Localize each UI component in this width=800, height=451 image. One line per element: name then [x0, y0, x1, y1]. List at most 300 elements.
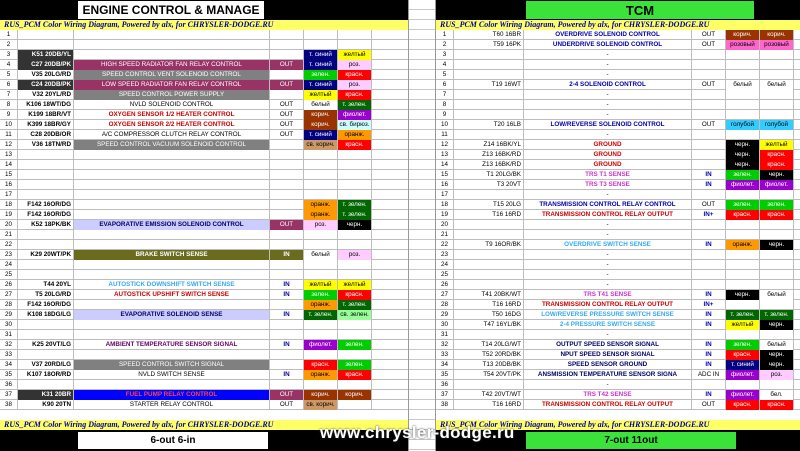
wire-color-1-cell[interactable]: оранж. — [304, 210, 338, 220]
wire-color-2-cell[interactable]: черн. — [760, 320, 794, 330]
wire-code-cell[interactable] — [454, 230, 524, 240]
wire-color-1-cell[interactable] — [304, 350, 338, 360]
wire-color-1-cell[interactable] — [304, 380, 338, 390]
function-cell[interactable]: AUTOSTICK UPSHIFT SWITCH SENSE — [74, 290, 270, 300]
wire-color-2-cell[interactable] — [338, 400, 372, 410]
pin-number-cell[interactable]: 7 — [436, 90, 454, 100]
direction-cell[interactable] — [270, 270, 304, 280]
direction-cell[interactable]: IN — [270, 290, 304, 300]
function-cell[interactable]: - — [524, 260, 692, 270]
wire-code-cell[interactable]: T41 20BK/WT — [454, 290, 524, 300]
wire-color-2-cell[interactable] — [338, 230, 372, 240]
wire-color-1-cell[interactable]: корич. — [304, 110, 338, 120]
wire-color-1-cell[interactable]: черн. — [726, 290, 760, 300]
function-cell[interactable] — [74, 350, 270, 360]
function-cell[interactable]: ANSMISSION TEMPERATURE SENSOR SIGNA — [524, 370, 692, 380]
function-cell[interactable]: GROUND — [524, 140, 692, 150]
function-cell[interactable]: - — [524, 50, 692, 60]
pin-number-cell[interactable]: 6 — [0, 80, 18, 90]
wire-code-cell[interactable] — [18, 40, 74, 50]
direction-cell[interactable]: IN — [692, 180, 726, 190]
wire-code-cell[interactable]: T16 16RD — [454, 300, 524, 310]
wire-color-2-cell[interactable]: бел. — [760, 390, 794, 400]
wire-color-1-cell[interactable] — [304, 160, 338, 170]
wire-color-1-cell[interactable]: розовый — [726, 40, 760, 50]
wire-code-cell[interactable]: T9 16OR/BK — [454, 240, 524, 250]
function-cell[interactable] — [74, 320, 270, 330]
direction-cell[interactable] — [692, 190, 726, 200]
pin-number-cell[interactable]: 28 — [436, 300, 454, 310]
wire-color-1-cell[interactable]: красн. — [726, 210, 760, 220]
wire-color-2-cell[interactable]: белый — [760, 340, 794, 350]
wire-color-2-cell[interactable]: черн. — [338, 220, 372, 230]
function-cell[interactable] — [74, 190, 270, 200]
wire-code-cell[interactable] — [18, 230, 74, 240]
pin-number-cell[interactable]: 1 — [436, 30, 454, 40]
pin-number-cell[interactable]: 17 — [0, 190, 18, 200]
function-cell[interactable]: STARTER RELAY CONTROL — [74, 400, 270, 410]
wire-color-2-cell[interactable] — [338, 40, 372, 50]
wire-color-1-cell[interactable] — [726, 60, 760, 70]
pin-number-cell[interactable]: 19 — [0, 210, 18, 220]
direction-cell[interactable]: OUT — [692, 120, 726, 130]
pin-number-cell[interactable]: 29 — [436, 310, 454, 320]
wire-color-2-cell[interactable]: т. зелен. — [338, 200, 372, 210]
function-cell[interactable]: - — [524, 100, 692, 110]
wire-code-cell[interactable]: T19 16WT — [454, 80, 524, 90]
pin-number-cell[interactable]: 35 — [436, 370, 454, 380]
direction-cell[interactable] — [692, 150, 726, 160]
wire-color-2-cell[interactable]: белый — [760, 80, 794, 90]
function-cell[interactable] — [74, 30, 270, 40]
direction-cell[interactable] — [692, 250, 726, 260]
wire-color-1-cell[interactable]: желтый — [304, 90, 338, 100]
wire-color-2-cell[interactable]: красн. — [338, 70, 372, 80]
pin-number-cell[interactable]: 32 — [436, 340, 454, 350]
wire-code-cell[interactable] — [18, 380, 74, 390]
wire-color-2-cell[interactable] — [338, 170, 372, 180]
wire-color-1-cell[interactable] — [726, 100, 760, 110]
direction-cell[interactable]: IN — [692, 290, 726, 300]
function-cell[interactable]: TRS T1 SENSE — [524, 170, 692, 180]
direction-cell[interactable] — [270, 50, 304, 60]
function-cell[interactable]: - — [524, 250, 692, 260]
wire-color-2-cell[interactable] — [760, 50, 794, 60]
wire-code-cell[interactable]: F142 16OR/DG — [18, 300, 74, 310]
wire-color-1-cell[interactable] — [304, 270, 338, 280]
direction-cell[interactable] — [270, 230, 304, 240]
wire-code-cell[interactable]: K52 18PK/BK — [18, 220, 74, 230]
direction-cell[interactable]: IN — [270, 250, 304, 260]
wire-code-cell[interactable] — [454, 50, 524, 60]
wire-code-cell[interactable]: Z13 16BK/RD — [454, 160, 524, 170]
wire-code-cell[interactable]: T60 16BR — [454, 30, 524, 40]
wire-code-cell[interactable]: T1 20LG/BK — [454, 170, 524, 180]
wire-color-1-cell[interactable] — [304, 330, 338, 340]
function-cell[interactable] — [74, 270, 270, 280]
direction-cell[interactable] — [270, 320, 304, 330]
wire-color-1-cell[interactable]: черн. — [726, 160, 760, 170]
wire-color-2-cell[interactable] — [338, 260, 372, 270]
wire-color-2-cell[interactable] — [338, 30, 372, 40]
pin-number-cell[interactable]: 6 — [436, 80, 454, 90]
wire-code-cell[interactable] — [18, 320, 74, 330]
direction-cell[interactable] — [692, 270, 726, 280]
pin-number-cell[interactable]: 37 — [0, 390, 18, 400]
wire-color-1-cell[interactable]: желтый — [726, 320, 760, 330]
wire-code-cell[interactable] — [18, 260, 74, 270]
wire-code-cell[interactable]: T52 20RD/BK — [454, 350, 524, 360]
wire-color-2-cell[interactable] — [338, 240, 372, 250]
direction-cell[interactable] — [270, 330, 304, 340]
wire-color-1-cell[interactable]: корич. — [304, 390, 338, 400]
function-cell[interactable]: EVAPORATIVE SOLENOID SENSE — [74, 310, 270, 320]
wire-code-cell[interactable]: T16 16RD — [454, 210, 524, 220]
wire-color-1-cell[interactable] — [304, 150, 338, 160]
direction-cell[interactable]: IN — [692, 340, 726, 350]
direction-cell[interactable] — [270, 30, 304, 40]
function-cell[interactable]: AMBIENT TEMPERATURE SENSOR SIGNAL — [74, 340, 270, 350]
wire-color-1-cell[interactable]: фиолет. — [726, 390, 760, 400]
wire-color-2-cell[interactable]: роз. — [760, 370, 794, 380]
pin-number-cell[interactable]: 4 — [436, 60, 454, 70]
wire-color-1-cell[interactable]: корич. — [304, 120, 338, 130]
pin-number-cell[interactable]: 12 — [436, 140, 454, 150]
wire-color-1-cell[interactable]: зелен. — [726, 340, 760, 350]
pin-number-cell[interactable]: 14 — [0, 160, 18, 170]
wire-code-cell[interactable]: C24 20DB/PK — [18, 80, 74, 90]
direction-cell[interactable] — [692, 70, 726, 80]
direction-cell[interactable]: OUT — [270, 390, 304, 400]
pin-number-cell[interactable]: 13 — [0, 150, 18, 160]
function-cell[interactable]: LOW/REVERSE SOLENOID CONTROL — [524, 120, 692, 130]
wire-color-1-cell[interactable]: красн. — [726, 400, 760, 410]
pin-number-cell[interactable]: 5 — [436, 70, 454, 80]
direction-cell[interactable] — [270, 260, 304, 270]
function-cell[interactable]: NPUT SPEED SENSOR SIGNAL — [524, 350, 692, 360]
wire-color-1-cell[interactable]: оранж. — [304, 300, 338, 310]
wire-color-2-cell[interactable] — [760, 90, 794, 100]
wire-color-2-cell[interactable] — [760, 260, 794, 270]
wire-code-cell[interactable] — [18, 270, 74, 280]
wire-code-cell[interactable]: K51 20DB/YL — [18, 50, 74, 60]
pin-number-cell[interactable]: 23 — [0, 250, 18, 260]
function-cell[interactable]: NVLD SOLENOID CONTROL — [74, 100, 270, 110]
direction-cell[interactable] — [692, 100, 726, 110]
direction-cell[interactable] — [270, 150, 304, 160]
wire-code-cell[interactable]: K31 20BR — [18, 390, 74, 400]
pin-number-cell[interactable]: 4 — [0, 60, 18, 70]
wire-color-1-cell[interactable] — [726, 280, 760, 290]
wire-color-2-cell[interactable] — [760, 230, 794, 240]
pin-number-cell[interactable]: 21 — [436, 230, 454, 240]
pin-number-cell[interactable]: 11 — [436, 130, 454, 140]
pin-number-cell[interactable]: 14 — [436, 160, 454, 170]
direction-cell[interactable] — [692, 280, 726, 290]
function-cell[interactable]: OVERDRIVE SOLENOID CONTROL — [524, 30, 692, 40]
direction-cell[interactable]: IN — [692, 320, 726, 330]
pin-number-cell[interactable]: 22 — [0, 240, 18, 250]
direction-cell[interactable] — [270, 190, 304, 200]
wire-color-2-cell[interactable] — [338, 150, 372, 160]
wire-color-2-cell[interactable]: зелен. — [338, 340, 372, 350]
wire-code-cell[interactable]: T16 16RD — [454, 400, 524, 410]
wire-color-2-cell[interactable]: белый — [760, 290, 794, 300]
wire-code-cell[interactable]: K108 18DG/LG — [18, 310, 74, 320]
wire-color-2-cell[interactable] — [760, 60, 794, 70]
wire-color-1-cell[interactable] — [304, 170, 338, 180]
function-cell[interactable]: LOW/REVERSE PRESSURE SWITCH SENSE — [524, 310, 692, 320]
wire-color-1-cell[interactable] — [726, 380, 760, 390]
wire-color-1-cell[interactable]: черн. — [726, 140, 760, 150]
pin-number-cell[interactable]: 10 — [436, 120, 454, 130]
direction-cell[interactable] — [270, 170, 304, 180]
wire-code-cell[interactable] — [18, 240, 74, 250]
pin-number-cell[interactable]: 16 — [0, 180, 18, 190]
wire-color-1-cell[interactable] — [726, 330, 760, 340]
wire-code-cell[interactable]: T47 16YL/BK — [454, 320, 524, 330]
wire-code-cell[interactable]: T59 16PK — [454, 40, 524, 50]
wire-color-2-cell[interactable]: желтый — [338, 280, 372, 290]
wire-color-2-cell[interactable]: черн. — [760, 360, 794, 370]
wire-color-1-cell[interactable]: зелен. — [726, 170, 760, 180]
direction-cell[interactable] — [692, 160, 726, 170]
wire-color-1-cell[interactable]: голубой — [726, 120, 760, 130]
tcm-footer-banner[interactable]: RUS_PCM Color Wiring Diagram, Powered by alx, for CHRYSLER-DODGE.RU — [436, 420, 800, 430]
pin-number-cell[interactable]: 27 — [0, 290, 18, 300]
wire-color-2-cell[interactable] — [760, 380, 794, 390]
pin-number-cell[interactable]: 21 — [0, 230, 18, 240]
function-cell[interactable]: - — [524, 280, 692, 290]
wire-code-cell[interactable] — [454, 270, 524, 280]
pin-number-cell[interactable]: 32 — [0, 340, 18, 350]
wire-color-1-cell[interactable]: т. синий — [304, 60, 338, 70]
wire-color-2-cell[interactable]: красн. — [760, 400, 794, 410]
wire-color-2-cell[interactable] — [338, 190, 372, 200]
pin-number-cell[interactable]: 25 — [436, 270, 454, 280]
direction-cell[interactable]: OUT — [270, 130, 304, 140]
direction-cell[interactable] — [270, 360, 304, 370]
wire-color-2-cell[interactable] — [760, 250, 794, 260]
wire-color-1-cell[interactable] — [304, 320, 338, 330]
function-cell[interactable]: SPEED CONTROL POWER SUPPLY — [74, 90, 270, 100]
wire-color-2-cell[interactable]: св. бирюз. — [338, 120, 372, 130]
wire-color-1-cell[interactable]: белый — [726, 80, 760, 90]
wire-code-cell[interactable]: K106 18WT/DG — [18, 100, 74, 110]
wire-color-1-cell[interactable]: фиолет. — [304, 340, 338, 350]
pin-number-cell[interactable]: 9 — [436, 110, 454, 120]
direction-cell[interactable] — [270, 180, 304, 190]
direction-cell[interactable]: OUT — [692, 200, 726, 210]
wire-color-2-cell[interactable] — [338, 380, 372, 390]
wire-color-1-cell[interactable]: т. синий — [304, 80, 338, 90]
direction-cell[interactable] — [692, 230, 726, 240]
wire-color-2-cell[interactable]: корич. — [760, 30, 794, 40]
wire-color-1-cell[interactable]: фиолет. — [726, 370, 760, 380]
wire-color-2-cell[interactable]: т. зелен. — [760, 310, 794, 320]
function-cell[interactable] — [74, 380, 270, 390]
wire-color-2-cell[interactable]: черн. — [760, 240, 794, 250]
direction-cell[interactable]: IN+ — [692, 300, 726, 310]
wire-code-cell[interactable] — [454, 110, 524, 120]
pin-number-cell[interactable]: 5 — [0, 70, 18, 80]
pin-number-cell[interactable]: 34 — [436, 360, 454, 370]
wire-color-1-cell[interactable]: зелен. — [726, 200, 760, 210]
pin-number-cell[interactable]: 29 — [0, 310, 18, 320]
function-cell[interactable] — [74, 240, 270, 250]
function-cell[interactable]: - — [524, 70, 692, 80]
function-cell[interactable]: A/C COMPRESSOR CLUTCH RELAY CONTROL — [74, 130, 270, 140]
wire-color-2-cell[interactable] — [338, 350, 372, 360]
function-cell[interactable]: AUTOSTICK DOWNSHIFT SWITCH SENSE — [74, 280, 270, 290]
function-cell[interactable]: BRAKE SWITCH SENSE — [74, 250, 270, 260]
wire-code-cell[interactable] — [454, 220, 524, 230]
wire-color-1-cell[interactable]: т. зелен. — [304, 310, 338, 320]
pin-number-cell[interactable]: 25 — [0, 270, 18, 280]
wire-code-cell[interactable] — [454, 90, 524, 100]
wire-code-cell[interactable]: T5 20LG/RD — [18, 290, 74, 300]
function-cell[interactable]: TRANSMISSION CONTROL RELAY OUTPUT — [524, 400, 692, 410]
pcm-title[interactable]: ENGINE CONTROL & MANAGE — [78, 1, 264, 19]
wire-color-1-cell[interactable] — [726, 250, 760, 260]
function-cell[interactable]: OXYGEN SENSOR 1/2 HEATER CONTROL — [74, 110, 270, 120]
wire-color-1-cell[interactable]: белый — [304, 250, 338, 260]
pin-number-cell[interactable]: 8 — [436, 100, 454, 110]
wire-color-2-cell[interactable] — [760, 300, 794, 310]
direction-cell[interactable] — [270, 70, 304, 80]
pcm-summary[interactable]: 6-out 6-in — [78, 432, 268, 449]
function-cell[interactable] — [74, 230, 270, 240]
direction-cell[interactable]: IN+ — [692, 210, 726, 220]
direction-cell[interactable] — [692, 110, 726, 120]
function-cell[interactable]: EVAPORATIVE EMISSION SOLENOID CONTROL — [74, 220, 270, 230]
wire-color-1-cell[interactable]: зелен. — [304, 70, 338, 80]
direction-cell[interactable] — [692, 140, 726, 150]
wire-color-1-cell[interactable] — [726, 230, 760, 240]
wire-code-cell[interactable] — [454, 70, 524, 80]
pin-number-cell[interactable]: 1 — [0, 30, 18, 40]
tcm-banner[interactable]: RUS_PCM Color Wiring Diagram, Powered by alx, for CHRYSLER-DODGE.RU — [436, 20, 800, 30]
function-cell[interactable] — [74, 170, 270, 180]
pin-number-cell[interactable]: 28 — [0, 300, 18, 310]
wire-color-2-cell[interactable]: роз. — [338, 60, 372, 70]
pin-number-cell[interactable]: 34 — [0, 360, 18, 370]
pin-number-cell[interactable]: 38 — [0, 400, 18, 410]
wire-code-cell[interactable]: T42 20VT/WT — [454, 390, 524, 400]
wire-color-2-cell[interactable] — [760, 110, 794, 120]
direction-cell[interactable]: IN — [270, 370, 304, 380]
pin-number-cell[interactable]: 24 — [436, 260, 454, 270]
wire-color-2-cell[interactable] — [760, 190, 794, 200]
pin-number-cell[interactable]: 37 — [436, 390, 454, 400]
wire-color-1-cell[interactable]: желтый — [304, 280, 338, 290]
function-cell[interactable]: LOW SPEED RADIATOR FAN RELAY CONTROL — [74, 80, 270, 90]
wire-code-cell[interactable]: C27 20DB/PK — [18, 60, 74, 70]
wire-code-cell[interactable]: T44 20YL — [18, 280, 74, 290]
wire-color-2-cell[interactable]: желтый — [338, 50, 372, 60]
function-cell[interactable]: TRANSMISSION CONTROL RELAY CONTROL — [524, 200, 692, 210]
direction-cell[interactable]: OUT — [692, 400, 726, 410]
function-cell[interactable]: - — [524, 90, 692, 100]
wire-code-cell[interactable]: K199 18BR/VT — [18, 110, 74, 120]
wire-color-1-cell[interactable]: фиолет. — [726, 180, 760, 190]
wire-color-2-cell[interactable]: красн. — [338, 290, 372, 300]
function-cell[interactable]: SPEED CONTROL VENT SOLENOID CONTROL — [74, 70, 270, 80]
wire-code-cell[interactable]: K90 20TN — [18, 400, 74, 410]
wire-color-1-cell[interactable] — [304, 230, 338, 240]
wire-color-2-cell[interactable]: зелен. — [760, 200, 794, 210]
wire-code-cell[interactable]: T14 20LG/WT — [454, 340, 524, 350]
pcm-banner[interactable]: RUS_PCM Color Wiring Diagram, Powered by alx, for CHRYSLER-DODGE.RU — [0, 20, 408, 30]
function-cell[interactable] — [74, 160, 270, 170]
pin-number-cell[interactable]: 31 — [0, 330, 18, 340]
wire-color-1-cell[interactable] — [304, 190, 338, 200]
pin-number-cell[interactable]: 23 — [436, 250, 454, 260]
function-cell[interactable]: TRS T3 SENSE — [524, 180, 692, 190]
function-cell[interactable]: - — [524, 380, 692, 390]
wire-color-2-cell[interactable] — [338, 270, 372, 280]
direction-cell[interactable]: IN — [270, 310, 304, 320]
pin-number-cell[interactable]: 31 — [436, 330, 454, 340]
wire-color-2-cell[interactable]: фиолет. — [338, 110, 372, 120]
wire-color-1-cell[interactable]: роз. — [304, 220, 338, 230]
function-cell[interactable] — [74, 150, 270, 160]
wire-code-cell[interactable] — [454, 130, 524, 140]
pin-number-cell[interactable]: 26 — [436, 280, 454, 290]
wire-color-2-cell[interactable] — [760, 70, 794, 80]
wire-color-2-cell[interactable]: красн. — [338, 140, 372, 150]
pcm-footer-banner[interactable]: RUS_PCM Color Wiring Diagram, Powered by alx, for CHRYSLER-DODGE.RU — [0, 420, 408, 430]
wire-color-2-cell[interactable]: желтый — [760, 140, 794, 150]
wire-code-cell[interactable] — [18, 170, 74, 180]
wire-code-cell[interactable]: V35 20LG/RD — [18, 70, 74, 80]
function-cell[interactable]: - — [524, 270, 692, 280]
wire-color-1-cell[interactable] — [726, 190, 760, 200]
wire-color-2-cell[interactable]: черн. — [760, 170, 794, 180]
direction-cell[interactable] — [270, 380, 304, 390]
wire-code-cell[interactable]: Z14 16BK/YL — [454, 140, 524, 150]
wire-code-cell[interactable] — [18, 330, 74, 340]
wire-code-cell[interactable] — [18, 160, 74, 170]
wire-code-cell[interactable]: T50 16DG — [454, 310, 524, 320]
pin-number-cell[interactable]: 12 — [0, 140, 18, 150]
wire-color-1-cell[interactable]: св. корич. — [304, 400, 338, 410]
wire-code-cell[interactable] — [454, 280, 524, 290]
wire-color-2-cell[interactable]: зелен. — [338, 360, 372, 370]
wire-color-1-cell[interactable] — [726, 90, 760, 100]
direction-cell[interactable] — [270, 90, 304, 100]
wire-color-2-cell[interactable]: красн. — [760, 210, 794, 220]
wire-color-2-cell[interactable]: голубой — [760, 120, 794, 130]
wire-color-2-cell[interactable]: т. зелен. — [338, 300, 372, 310]
direction-cell[interactable]: IN — [692, 310, 726, 320]
pin-number-cell[interactable]: 3 — [0, 50, 18, 60]
pin-number-cell[interactable]: 2 — [436, 40, 454, 50]
function-cell[interactable]: TRS T42 SENSE — [524, 390, 692, 400]
wire-code-cell[interactable]: F142 16OR/DG — [18, 210, 74, 220]
wire-color-2-cell[interactable]: роз. — [338, 80, 372, 90]
wire-color-1-cell[interactable]: т. синий — [726, 360, 760, 370]
function-cell[interactable]: SPEED CONTROL VACUUM SOLENOID CONTROL — [74, 140, 270, 150]
function-cell[interactable]: TRANSMISSION CONTROL RELAY OUTPUT — [524, 300, 692, 310]
wire-color-2-cell[interactable]: фиолет. — [760, 180, 794, 190]
direction-cell[interactable]: OUT — [692, 30, 726, 40]
wire-color-2-cell[interactable]: роз. — [338, 250, 372, 260]
pin-number-cell[interactable]: 13 — [436, 150, 454, 160]
wire-color-2-cell[interactable]: оранж. — [338, 130, 372, 140]
wire-code-cell[interactable]: V37 20RD/LG — [18, 360, 74, 370]
function-cell[interactable]: GROUND — [524, 160, 692, 170]
